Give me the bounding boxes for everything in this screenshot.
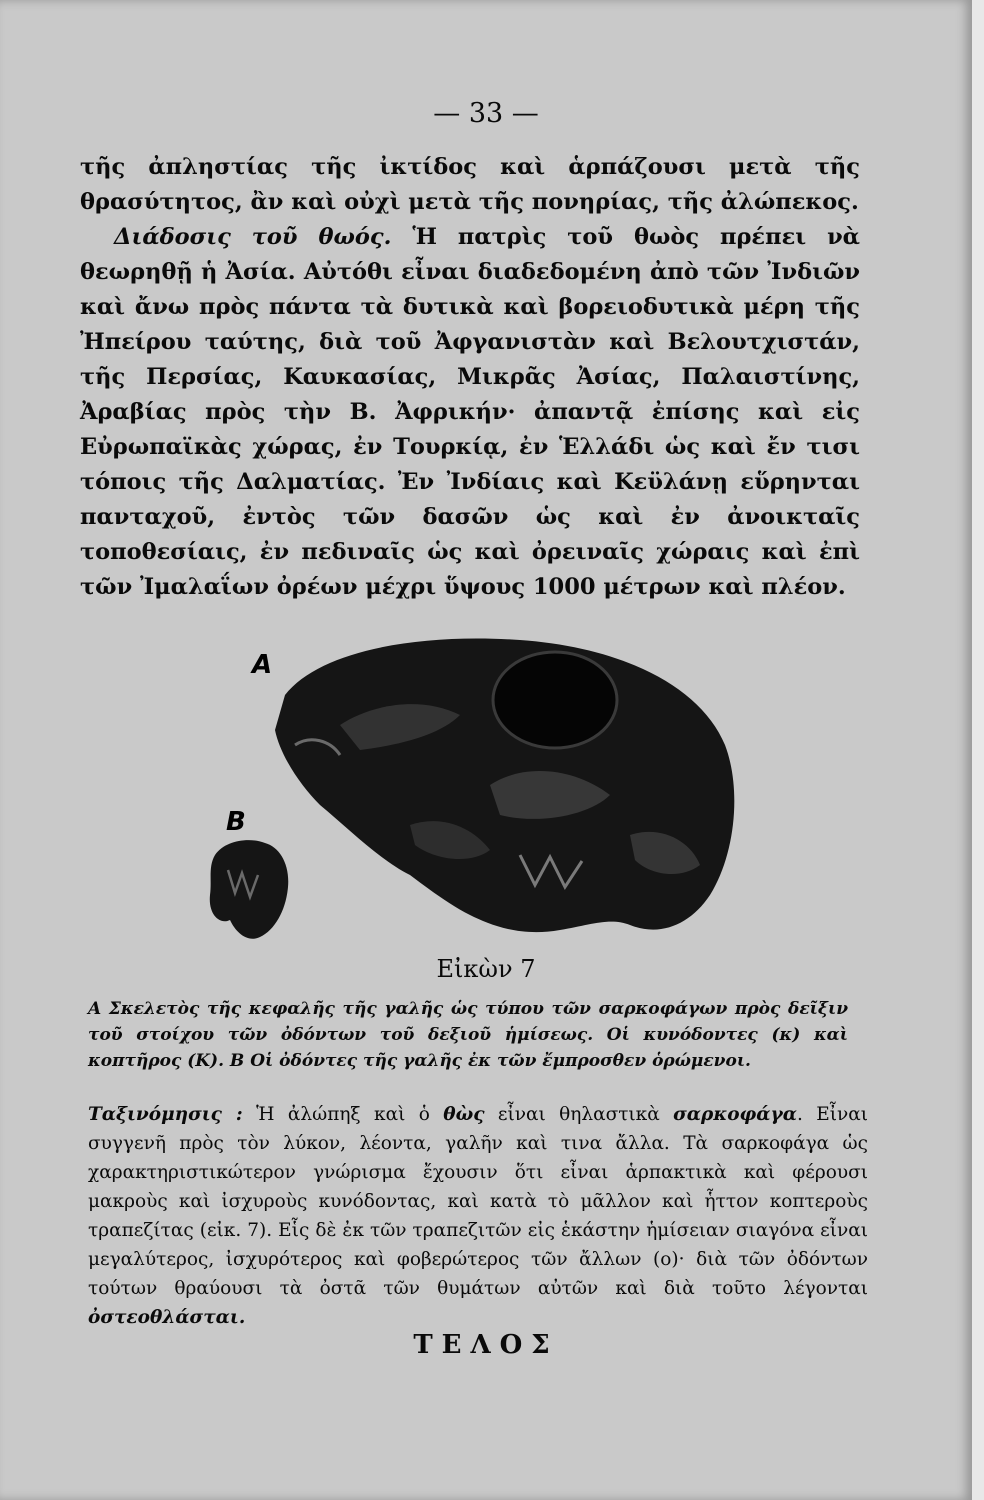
- section-heading: Διάδοσις τοῦ θωός.: [114, 224, 392, 250]
- ending-title: ΤΕΛΟΣ: [413, 1330, 559, 1360]
- section-text: Ἡ πατρὶς τοῦ θωὸς πρέπει νὰ θεωρηθῇ ἡ Ἀσία. Αὐτόθι εἶναι διαδεδομένη ἀπὸ τῶν Ἰνδιῶν καὶ ἄνω πρὸς πάντα τὰ δυτικὰ καὶ βορειοδυτικὰ μέρη τῆς Ἠπείρου ταύτης, διὰ τοῦ Ἀφγανιστὰν καὶ Βελουτχιστάν, τῆς Περσίας, Καυκασίας, Μικρᾶς Ἀσίας, Παλαιστίνης, Ἀραβίας πρὸς τὴν Β. Ἀφρικήν· ἀπαντᾷ ἐπίσης καὶ εἰς Εὐρωπαϊκὰς χώρας, ἐν Τουρκίᾳ, ἐν Ἑλλάδι ὡς καὶ ἔν τισι τόποις τῆς Δαλματίας. Ἐν Ἰνδίαις καὶ Κεϋλάνῃ εὕρηνται πανταχοῦ, ἐντὸς τῶν δασῶν ὡς καὶ ἐν ἀνοικταῖς τοποθεσίαις, ἐν πεδιναῖς ὡς καὶ ὀρειναῖς χώραις καὶ ἐπὶ τῶν Ἰμαλαΐων ὀρέων μέχρι ὕψους 1000 μέτρων καὶ πλέον.: [80, 224, 860, 600]
- figure-caption: Α Σκελετὸς τῆς κεφαλῆς τῆς γαλῆς ὡς τύπου τῶν σαρκοφάγων πρὸς δεῖξιν τοῦ στοίχου τῶν ὀδόντων τοῦ δεξιοῦ ἡμίσεως. Οἱ κυνόδοντες (κ) καὶ κοπτῆρος (Κ). Β Οἱ ὀδόντες τῆς γαλῆς ἐκ τῶν ἔμπροσθεν ὁρώμενοι.: [88, 999, 848, 1071]
- classification-lead: Ταξινόμησις :: [88, 1104, 243, 1125]
- classification-bold-1: θὼς: [443, 1104, 485, 1125]
- classification-bold-3: ὀστεοθλάσται.: [88, 1307, 246, 1328]
- page-number: — 33 —: [433, 98, 539, 129]
- paragraph: τῆς ἀπληστίας τῆς ἰκτίδος καὶ ἁρπάζουσι μετὰ τῆς θρασύτητος, ἂν καὶ οὐχὶ μετὰ τῆς πονηρίας, τῆς ἀλώπεκος.: [80, 154, 860, 215]
- figure-label-b: B: [226, 807, 246, 837]
- section-paragraph: [80, 220, 860, 605]
- body-text: [80, 150, 860, 605]
- figure-title: Εἰκὼν 7: [436, 955, 536, 983]
- classification-text-3: . Εἶναι συγγενῆ πρὸς τὸν λύκον, λέοντα, γαλῆν καὶ τινα ἄλλα. Τὰ σαρκοφάγα ὡς χαρακτηριστικώτερον γνώρισμα ἔχουσιν ὅτι εἶναι ἁρπακτικὰ καὶ φέρουσι μακροὺς καὶ ἰσχυροὺς κυνόδοντας, καὶ κατὰ τὸ μᾶλλον καὶ ἧττον κοπτεροὺς τραπεζίτας (εἰκ. 7). Εἷς δὲ ἐκ τῶν τραπεζιτῶν εἰς ἑκάστην ἡμίσειαν σιαγόνα εἶναι μεγαλύτερος, ἰσχυρότερος καὶ φοβερώτερος τῶν ἄλλων (ο)· διὰ τῶν ὀδόντων τούτων θραύουσι τὰ ὀστᾶ τῶν θυμάτων αὐτῶν καὶ διὰ τοῦτο λέγονται: [88, 1104, 869, 1299]
- figure-label-a: A: [252, 650, 273, 680]
- classification-text-1: Ἡ ἀλώπηξ καὶ ὁ: [242, 1104, 444, 1125]
- teeth-illustration: [210, 840, 288, 939]
- cat-skull-figure: [190, 625, 750, 945]
- page-edge: [972, 0, 984, 1500]
- classification-text-2: εἶναι θηλαστικὰ: [484, 1104, 674, 1125]
- classification-bold-2: σαρκοφάγα: [673, 1104, 797, 1125]
- classification-paragraph: [88, 1100, 868, 1332]
